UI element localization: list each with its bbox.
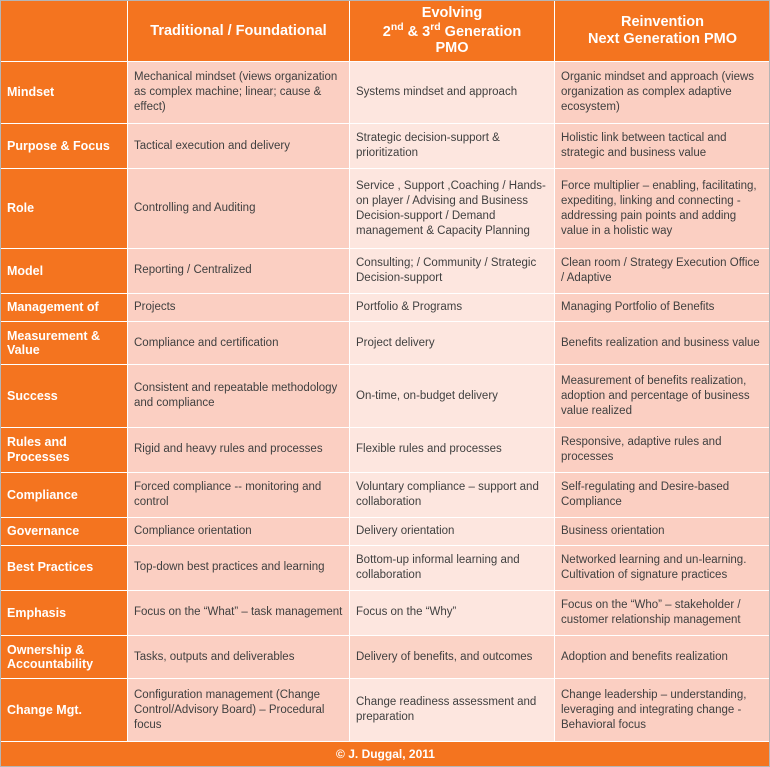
cell-emphasis-traditional: Focus on the “What” – task management (128, 590, 350, 635)
column-header-traditional-label: Traditional / Foundational (150, 22, 327, 39)
cell-role-traditional: Controlling and Auditing (128, 169, 350, 249)
row-label-management-of: Management of (1, 293, 128, 321)
cell-ownership-reinvention: Adoption and benefits realization (555, 635, 770, 679)
column-header-evolving-line3: PMO (435, 40, 469, 57)
copyright-notice: © J. Duggal, 2011 (1, 742, 770, 767)
table-row (1, 517, 770, 545)
cell-measurement-evolving: Project delivery (350, 321, 555, 365)
table-body (1, 61, 770, 741)
column-header-reinvention-line1: Reinvention (621, 14, 704, 31)
cell-model-traditional: Reporting / Centralized (128, 248, 350, 293)
table-row (1, 169, 770, 249)
column-header-evolving (350, 1, 555, 62)
row-label-role: Role (1, 169, 128, 249)
cell-purpose-evolving: Strategic decision-support & prioritization (350, 124, 555, 169)
cell-change-traditional: Configuration management (Change Control/Advisory Board) – Procedural focus (128, 679, 350, 742)
row-label-change-mgt: Change Mgt. (1, 679, 128, 742)
table-row (1, 635, 770, 679)
cell-change-reinvention: Change leadership – understanding, leveraging and integrating change - Behavioral focus (555, 679, 770, 742)
evolving-2: 2 (382, 23, 391, 40)
cell-best-practices-traditional: Top-down best practices and learning (128, 545, 350, 590)
cell-success-reinvention: Measurement of benefits realization, adoption and percentage of business value realized (555, 365, 770, 427)
evolving-generation: Generation (440, 23, 522, 40)
cell-compliance-evolving: Voluntary compliance – support and collaboration (350, 472, 555, 517)
header-row (1, 1, 770, 62)
footer-row (1, 742, 770, 767)
cell-success-traditional: Consistent and repeatable methodology and compliance (128, 365, 350, 427)
cell-success-evolving: On-time, on-budget delivery (350, 365, 555, 427)
cell-measurement-traditional: Compliance and certification (128, 321, 350, 365)
table-row (1, 590, 770, 635)
cell-management-traditional: Projects (128, 293, 350, 321)
table-row (1, 124, 770, 169)
table-corner-cell (1, 1, 128, 62)
evolving-and-3: & 3 (403, 23, 431, 40)
table-row (1, 61, 770, 123)
cell-purpose-traditional: Tactical execution and delivery (128, 124, 350, 169)
cell-compliance-traditional: Forced compliance -- monitoring and control (128, 472, 350, 517)
table-row (1, 293, 770, 321)
cell-management-reinvention: Managing Portfolio of Benefits (555, 293, 770, 321)
row-label-governance: Governance (1, 517, 128, 545)
table-header (1, 1, 770, 62)
row-label-compliance: Compliance (1, 472, 128, 517)
cell-measurement-reinvention: Benefits realization and business value (555, 321, 770, 365)
cell-role-reinvention: Force multiplier – enabling, facilitating, expediting, linking and connecting - addressing pain points and adding value in a holistic way (555, 169, 770, 249)
cell-rules-traditional: Rigid and heavy rules and processes (128, 427, 350, 472)
table-row (1, 365, 770, 427)
table-row (1, 321, 770, 365)
row-label-model: Model (1, 248, 128, 293)
table-row (1, 248, 770, 293)
column-header-evolving-line2 (356, 22, 548, 41)
evolving-nd: nd (390, 21, 404, 33)
row-label-ownership-accountability: Ownership & Accountability (1, 635, 128, 679)
column-header-evolving-line1: Evolving (421, 5, 483, 21)
evolving-rd: rd (430, 21, 441, 33)
column-header-reinvention-line2: Next Generation PMO (587, 30, 738, 47)
cell-management-evolving: Portfolio & Programs (350, 293, 555, 321)
cell-change-evolving: Change readiness assessment and preparation (350, 679, 555, 742)
cell-governance-evolving: Delivery orientation (350, 517, 555, 545)
row-label-mindset: Mindset (1, 61, 128, 123)
cell-governance-reinvention: Business orientation (555, 517, 770, 545)
cell-mindset-evolving: Systems mindset and approach (350, 61, 555, 123)
table-row (1, 427, 770, 472)
cell-ownership-traditional: Tasks, outputs and deliverables (128, 635, 350, 679)
row-label-emphasis: Emphasis (1, 590, 128, 635)
column-header-traditional (128, 1, 350, 62)
cell-best-practices-reinvention: Networked learning and un-learning. Cultivation of signature practices (555, 545, 770, 590)
cell-purpose-reinvention: Holistic link between tactical and strategic and business value (555, 124, 770, 169)
cell-emphasis-reinvention: Focus on the “Who” – stakeholder / customer relationship management (555, 590, 770, 635)
column-header-reinvention (555, 1, 770, 62)
cell-best-practices-evolving: Bottom-up informal learning and collaboration (350, 545, 555, 590)
cell-ownership-evolving: Delivery of benefits, and outcomes (350, 635, 555, 679)
cell-model-reinvention: Clean room / Strategy Execution Office / Adaptive (555, 248, 770, 293)
cell-model-evolving: Consulting; / Community / Strategic Decision-support (350, 248, 555, 293)
row-label-success: Success (1, 365, 128, 427)
row-label-rules-processes: Rules and Processes (1, 427, 128, 472)
row-label-measurement-value: Measurement & Value (1, 321, 128, 365)
cell-governance-traditional: Compliance orientation (128, 517, 350, 545)
cell-rules-evolving: Flexible rules and processes (350, 427, 555, 472)
row-label-best-practices: Best Practices (1, 545, 128, 590)
table-row (1, 545, 770, 590)
table-row (1, 679, 770, 742)
cell-rules-reinvention: Responsive, adaptive rules and processes (555, 427, 770, 472)
table-footer (1, 742, 770, 767)
row-label-purpose-focus: Purpose & Focus (1, 124, 128, 169)
cell-role-evolving: Service , Support ,Coaching / Hands-on player / Advising and Business Decision-support / Demand management & Capacity Planning (350, 169, 555, 249)
cell-mindset-reinvention: Organic mindset and approach (views organization as complex adaptive ecosystem) (555, 61, 770, 123)
table-row (1, 472, 770, 517)
cell-emphasis-evolving: Focus on the “Why” (350, 590, 555, 635)
cell-compliance-reinvention: Self-regulating and Desire-based Compliance (555, 472, 770, 517)
cell-mindset-traditional: Mechanical mindset (views organization as complex machine; linear; cause & effect) (128, 61, 350, 123)
